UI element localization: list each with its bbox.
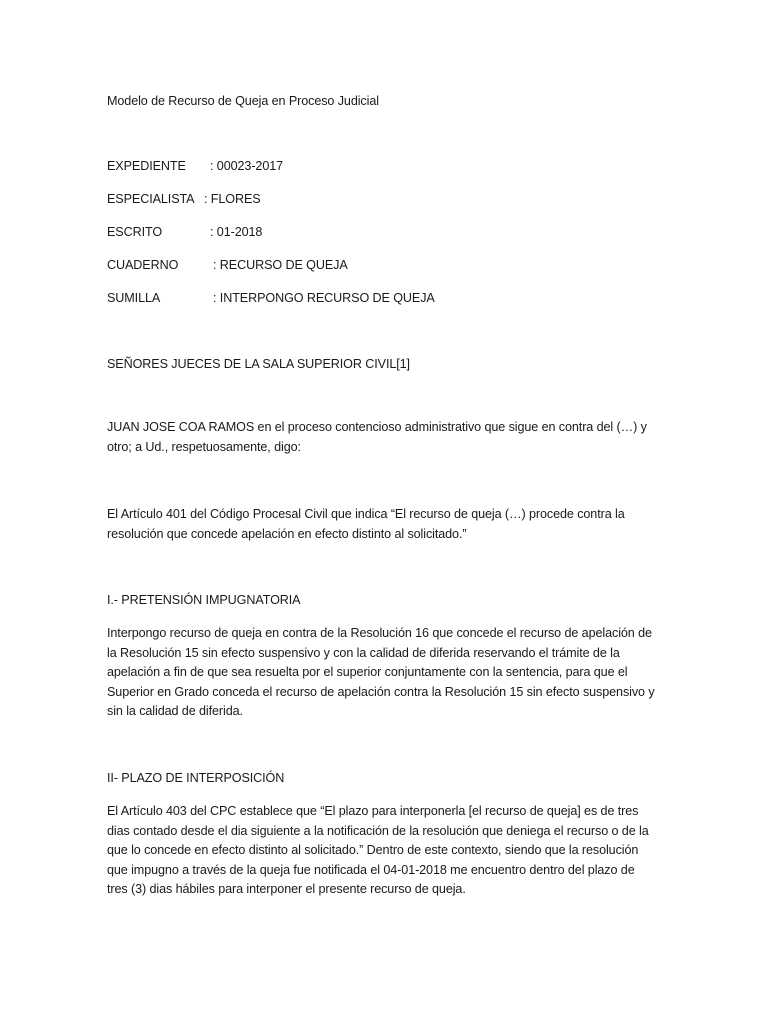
addressee: SEÑORES JUECES DE LA SALA SUPERIOR CIVIL[1] bbox=[107, 357, 410, 371]
field-label-expediente: EXPEDIENTE bbox=[107, 159, 186, 173]
field-label-cuaderno: CUADERNO bbox=[107, 258, 179, 272]
section-2-line: que lo concede en efecto distinto al solicitado.” Dentro de este contexto, siendo que la resolución bbox=[107, 843, 639, 858]
intro-paragraph bbox=[107, 418, 663, 457]
field-label-escrito: ESCRITO bbox=[107, 225, 163, 239]
field-label-sumilla: SUMILLA bbox=[107, 291, 161, 305]
field-value-especialista: : FLORES bbox=[204, 192, 261, 206]
field-value-cuaderno: : RECURSO DE QUEJA bbox=[213, 258, 348, 272]
field-value-expediente: : 00023-2017 bbox=[210, 159, 284, 173]
field-label-especialista: ESPECIALISTA bbox=[107, 192, 195, 206]
field-value-sumilla: : INTERPONGO RECURSO DE QUEJA bbox=[213, 291, 435, 305]
section-1-heading: I.- PRETENSIÓN IMPUGNATORIA bbox=[107, 593, 301, 607]
intro-line: JUAN JOSE COA RAMOS en el proceso contencioso administrativo que sigue en contra del (…) y bbox=[107, 420, 647, 434]
article-401-paragraph bbox=[107, 505, 663, 544]
section-2-line: dias contado desde el dia siguiente a la notificación de la resolución que deniega el recurso o de la bbox=[107, 823, 649, 838]
section-2-line: tres (3) dias hábiles para interponer el presente recurso de queja. bbox=[107, 882, 466, 897]
section-1-paragraph bbox=[107, 624, 663, 722]
article-401-line: El Artículo 401 del Código Procesal Civil que indica “El recurso de queja (…) procede contra la bbox=[107, 507, 625, 521]
section-2-paragraph bbox=[107, 802, 663, 900]
section-1-line: apelación a fin de que sea resuelta por el superior conjuntamente con la sentencia, para que el bbox=[107, 665, 628, 680]
section-1-line: Superior en Grado conceda el recurso de apelación contra la Resolución 15 sin efecto suspensivo y bbox=[107, 684, 655, 699]
field-value-escrito: : 01-2018 bbox=[210, 225, 263, 239]
section-2-line: que impugno a través de la queja fue notificada el 04-01-2018 me encuentro dentro del plazo de bbox=[107, 862, 635, 877]
section-2-line: El Artículo 403 del CPC establece que “El plazo para interponerla [el recurso de queja] es de tres bbox=[107, 804, 639, 818]
section-1-line: sin la calidad de diferida. bbox=[107, 704, 243, 719]
section-1-line: la Resolución 15 sin efecto suspensivo y con la calidad de diferida reservando el trámite de la bbox=[107, 645, 620, 660]
article-401-line: resolución que concede apelación en efecto distinto al solicitado.” bbox=[107, 526, 467, 541]
section-2-heading: II- PLAZO DE INTERPOSICIÓN bbox=[107, 771, 285, 785]
section-1-line: Interpongo recurso de queja en contra de la Resolución 16 que concede el recurso de apelación de bbox=[107, 626, 652, 640]
intro-line: otro; a Ud., respetuosamente, digo: bbox=[107, 439, 301, 454]
document-title: Modelo de Recurso de Queja en Proceso Judicial bbox=[107, 94, 379, 108]
